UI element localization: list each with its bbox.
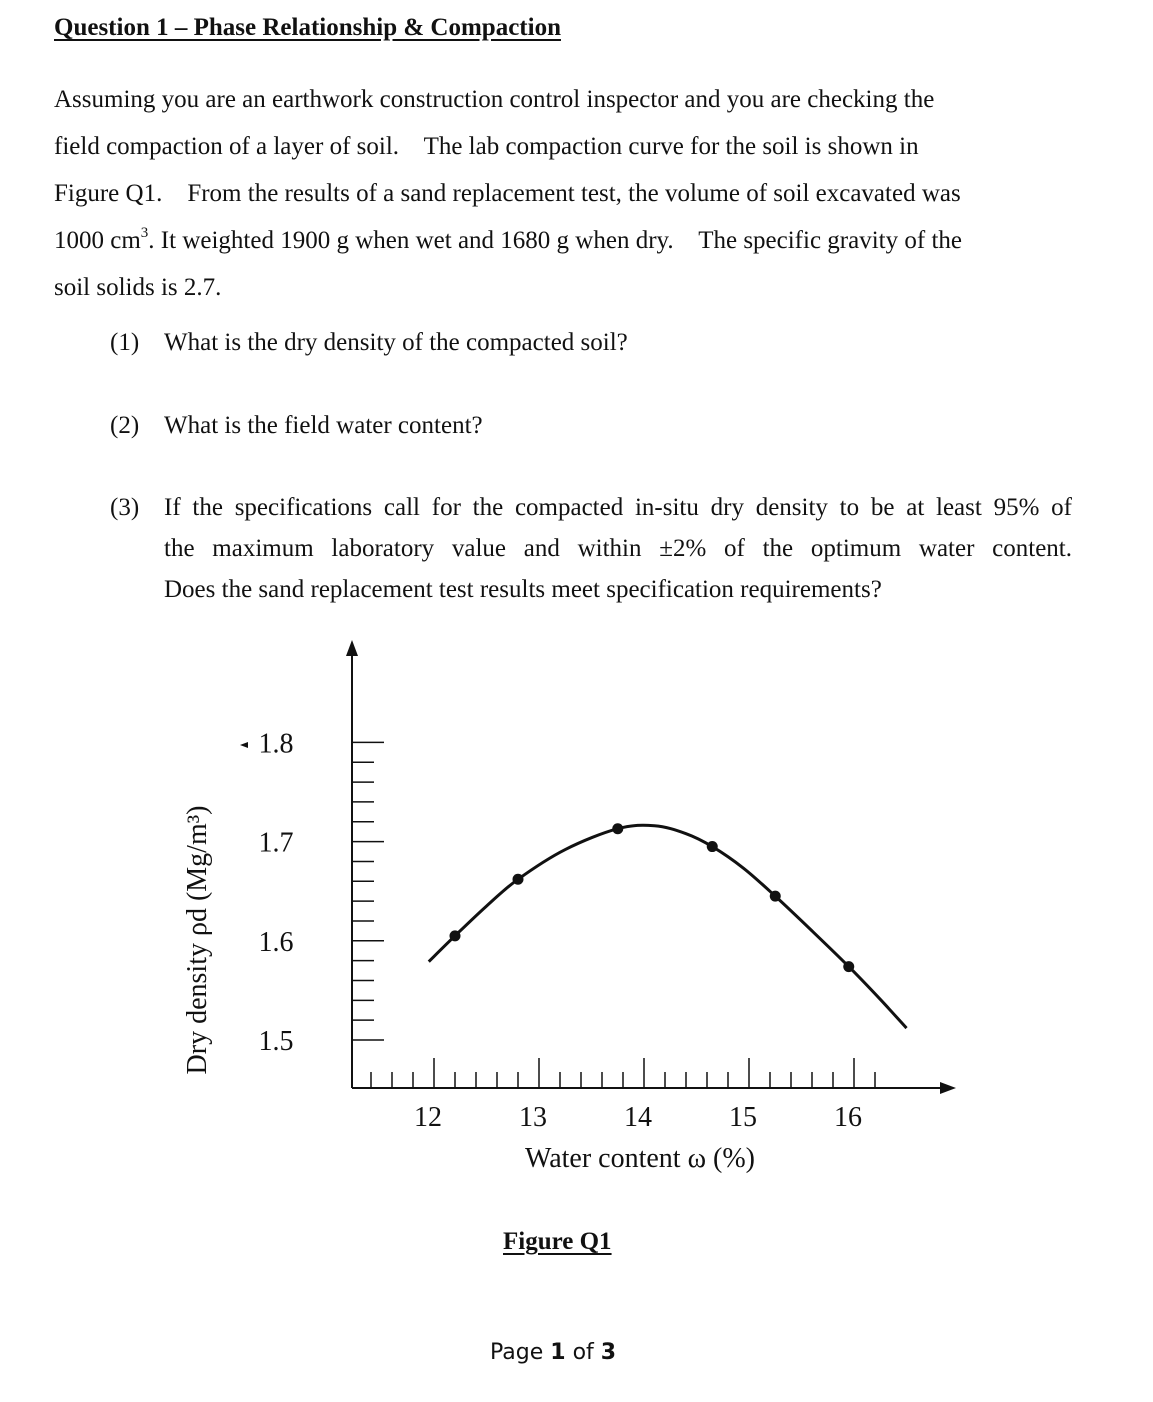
footer-page-word: Page [490,1340,544,1365]
data-point [450,930,461,941]
x-tick-label: 16 [834,1102,862,1133]
y-axis-arrow-icon [346,640,358,656]
x-tick-label: 14 [624,1102,652,1133]
question-number: (2) [110,412,140,439]
y-tick-label: 1.7 [258,827,294,859]
data-point [513,874,524,885]
question-number: (1) [110,329,140,356]
data-point [707,841,718,852]
question-text: What is the field water content? [164,412,483,439]
intro-line: Figure Q1. From the results of a sand replacement test, the volume of soil excavated was [54,180,961,207]
data-point [612,823,623,834]
y-tick-label: 1.8 [258,728,294,760]
question-text: If the specifications call for the compacted in-situ dry density to be at least 95% of [164,494,1072,521]
data-point [843,961,854,972]
question-text: the maximum laboratory value and within ±2% of the optimum water content. [164,535,1072,562]
intro-line: soil solids is 2.7. [54,274,222,301]
data-point [770,891,781,902]
chart-axes [346,640,956,1094]
compaction-curve [429,825,907,1028]
footer-page-number: 1 [550,1340,566,1365]
x-tick-label: 13 [519,1102,547,1133]
page-footer [490,1340,616,1365]
footer-of-word: of [572,1340,594,1365]
volume-value: 1000 cm [54,227,141,254]
intro-line-rest: . It weighted 1900 g when wet and 1680 g when dry. The specific gravity of the [148,227,962,254]
x-axis-arrow-icon [940,1082,956,1094]
x-tick-label: 12 [414,1102,442,1133]
y-axis-label: Dry density ρd (Mg/m³) [182,805,213,1075]
footer-page-total: 3 [600,1340,617,1365]
question-text: Does the sand replacement test results meet specification requirements? [164,576,882,603]
chart-series [429,823,907,1028]
intro-line: field compaction of a layer of soil. The lab compaction curve for the soil is shown in [54,133,919,160]
x-tick-label: 15 [729,1102,757,1133]
volume-superscript: 3 [140,225,149,241]
question-number: (3) [110,494,140,521]
question-title: Question 1 – Phase Relationship & Compaction [54,14,561,41]
y-tick-label: 1.5 [258,1026,294,1057]
question-text: What is the dry density of the compacted soil? [164,329,628,356]
figure-caption: Figure Q1 [503,1228,612,1255]
intro-line: Assuming you are an earthwork construction control inspector and you are checking the [54,86,935,113]
stray-marker-icon [240,742,248,748]
x-axis-label: Water content ω (%) [525,1143,755,1174]
y-tick-label: 1.6 [258,926,294,958]
